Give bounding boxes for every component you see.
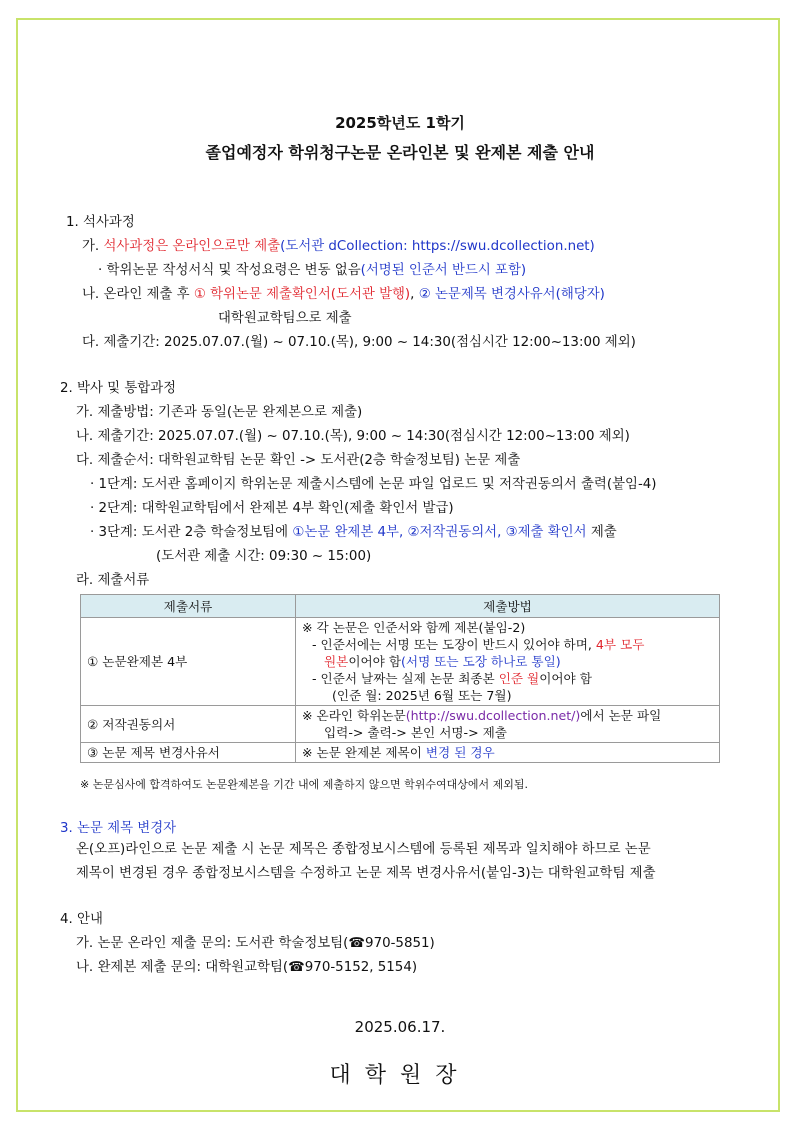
section2-ra: 라. 제출서류 (76, 573, 150, 588)
section1-na-cont: 대학원교학팀으로 제출 (218, 311, 352, 326)
section1-na-sep: , (410, 287, 419, 302)
table-row (81, 706, 720, 743)
section3-p1: 온(오프)라인으로 논문 제출 시 논문 제목은 종합정보시스템에 등록된 제목과 일치해야 하므로 논문 (76, 842, 651, 857)
row1-line2-red: 4부 모두 (595, 637, 645, 652)
section2-step3-blue: ①논문 완제본 4부, ②저작권동의서, ③제출 확인서 (292, 525, 587, 540)
section1-na-red: ① 학위논문 제출확인서(도서관 발행) (193, 287, 411, 302)
row2-line2: 입력-> 출력-> 본인 서명-> 제출 (324, 725, 507, 740)
row1-line1: ※ 각 논문은 인준서와 함께 제본(붙임-2) (302, 620, 526, 635)
section2-da: 다. 제출순서: 대학원교학팀 논문 확인 -> 도서관(2층 학술정보팀) 논문 제출 (76, 453, 521, 468)
section2-heading: 2. 박사 및 통합과정 (60, 381, 177, 396)
table-cell-method (296, 743, 720, 763)
section2-step3 (90, 524, 617, 542)
row1-line4-text: - 인준서 날짜는 실제 논문 최종본 (312, 671, 499, 686)
section1-bullet (98, 262, 526, 280)
table-cell-doc: ③ 논문 제목 변경사유서 (81, 743, 296, 763)
section2-step3-prefix: · 3단계: 도서관 2층 학술정보팀에 (90, 525, 293, 540)
row2-line1-text: ※ 온라인 학위논문 (302, 708, 406, 723)
row1-line4-suffix: 이어야 함 (539, 671, 592, 686)
table-header-docs: 제출서류 (81, 595, 296, 618)
table-cell-method (296, 618, 720, 706)
section1-ga-link: (도서관 dCollection: https://swu.dcollection.net) (280, 239, 595, 254)
table-cell-doc: ② 저작권동의서 (81, 706, 296, 743)
section1-na-prefix: 나. 온라인 제출 후 (82, 287, 194, 302)
section1-na-blue: ② 논문제목 변경사유서(해당자) (418, 287, 605, 302)
section2-step2: · 2단계: 대학원교학팀에서 완제본 4부 확인(제출 확인서 발급) (90, 501, 454, 516)
section1-na (82, 286, 605, 304)
row1-line3-text: 이어야 함 (348, 654, 402, 669)
signature: 대학원장 (329, 1063, 471, 1088)
section3-p2: 제목이 변경된 경우 종합정보시스템을 수정하고 논문 제목 변경사유서(붙임-3)는 대학원교학팀 제출 (76, 866, 656, 881)
row3-line1 (302, 744, 713, 761)
documents-table (80, 594, 720, 763)
section1-da: 다. 제출기간: 2025.07.07.(월) ~ 07.10.(목), 9:00 ~ 14:30(점심시간 12:00~13:00 제외) (82, 335, 636, 350)
table-header-method: 제출방법 (296, 595, 720, 618)
row1-line3-red: 원본 (324, 654, 349, 669)
doc-title-main: 졸업예정자 학위청구논문 온라인본 및 완제본 제출 안내 (205, 143, 595, 162)
row3-line1-blue: 변경 된 경우 (425, 745, 495, 760)
table-row (81, 618, 720, 706)
row1-line4-red: 인준 월 (498, 671, 540, 686)
doc-title-semester: 2025학년도 1학기 (335, 114, 465, 132)
section2-step3-cont: (도서관 제출 시간: 09:30 ~ 15:00) (156, 549, 372, 564)
section4-ga: 가. 논문 온라인 제출 문의: 도서관 학술정보팀(☎970-5851) (76, 936, 435, 951)
table-cell-doc: ① 논문완제본 4부 (81, 618, 296, 706)
row1-line2 (302, 636, 713, 653)
table-row (81, 743, 720, 763)
section1-bullet-blue: (서명된 인준서 반드시 포함) (360, 263, 527, 278)
section2-step1: · 1단계: 도서관 홈페이지 학위논문 제출시스템에 논문 파일 업로드 및 저작권동의서 출력(붙임-4) (90, 477, 657, 492)
section2-na: 나. 제출기간: 2025.07.07.(월) ~ 07.10.(목), 9:00 ~ 14:30(점심시간 12:00~13:00 제외) (76, 429, 630, 444)
row2-line1 (302, 707, 713, 724)
table-cell-method (296, 706, 720, 743)
section1-ga-prefix: 가. (82, 239, 104, 254)
table-header-row (81, 595, 720, 618)
section1-heading: 1. 석사과정 (66, 215, 135, 230)
row1-line3-blue: (서명 또는 도장 하나로 통일) (401, 654, 561, 669)
table-note: ※ 논문심사에 합격하여도 논문완제본을 기간 내에 제출하지 않으면 학위수여대상에서 제외됨. (80, 778, 528, 791)
section4-heading: 4. 안내 (60, 912, 103, 927)
row1-line5: (인준 월: 2025년 6월 또는 7월) (332, 688, 512, 703)
section1-ga-red: 석사과정은 온라인으로만 제출 (103, 239, 281, 254)
row2-line1-suffix: 에서 논문 파일 (580, 708, 662, 723)
section2-step3-suffix: 제출 (586, 525, 617, 540)
section2-ga: 가. 제출방법: 기존과 동일(논문 완제본으로 제출) (76, 405, 363, 420)
row2-line1-link: (http://swu.dcollection.net/) (405, 708, 581, 723)
row1-line3 (302, 653, 713, 670)
section1-bullet-text: · 학위논문 작성서식 및 작성요령은 변동 없음 (98, 263, 361, 278)
section1-ga (82, 238, 595, 256)
section3-heading: 3. 논문 제목 변경자 (60, 821, 177, 836)
section4-na: 나. 완제본 제출 문의: 대학원교학팀(☎970-5152, 5154) (76, 960, 418, 975)
row1-line2-text: - 인준서에는 서명 또는 도장이 반드시 있어야 하며, (312, 637, 596, 652)
row1-line4 (302, 670, 713, 687)
issue-date: 2025.06.17. (354, 1018, 446, 1036)
row3-line1-text: ※ 논문 완제본 제목이 (302, 745, 426, 760)
